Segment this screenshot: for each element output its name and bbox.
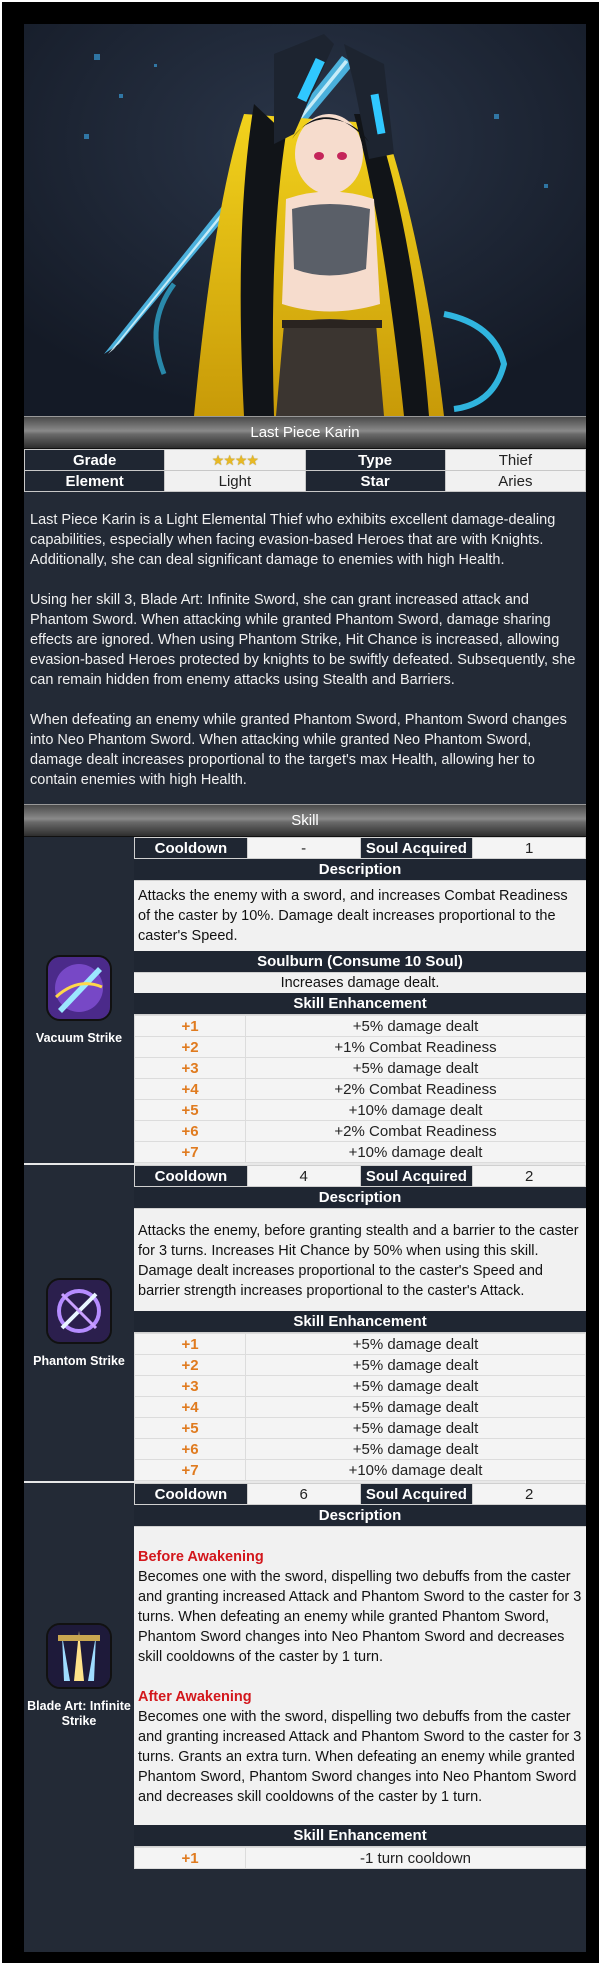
enhancement-row — [135, 1418, 586, 1439]
skill-enhancement-header: Skill Enhancement — [134, 1825, 586, 1847]
before-awakening-text: Becomes one with the sword, dispelling two debuffs from the caster and granting increased Attack and Phantom Sword to the caster for 3 turns. When defeating an enemy while granted Phantom Sword, Phantom Sword changes into Neo Phantom Sword and decreases skill cooldowns of the caster by 1 turn. — [138, 1569, 582, 1665]
soul-acquired-label: Soul Acquired — [360, 1484, 473, 1505]
skill-description — [134, 1527, 586, 1825]
skill-enhancement-header: Skill Enhancement — [134, 1311, 586, 1333]
skill-enhancement-header: Skill Enhancement — [134, 993, 586, 1015]
enhancement-effect: +5% damage dealt — [246, 1376, 586, 1397]
enhancement-row — [135, 1439, 586, 1460]
cooldown-label: Cooldown — [135, 1484, 248, 1505]
enhancement-level: +4 — [135, 1079, 246, 1100]
enhancement-level: +1 — [135, 1016, 246, 1037]
skill-block-phantom-strike — [24, 1165, 586, 1483]
cooldown-label: Cooldown — [135, 838, 248, 859]
enhancement-row — [135, 1460, 586, 1481]
enhancement-level: +2 — [135, 1037, 246, 1058]
type-label: Type — [305, 450, 445, 471]
phantom-strike-icon — [46, 1278, 112, 1344]
hero-portrait — [24, 24, 586, 416]
enhancement-table — [134, 1015, 586, 1163]
soul-acquired-label: Soul Acquired — [360, 838, 473, 859]
blade-art-icon — [46, 1623, 112, 1689]
enhancement-effect: +1% Combat Readiness — [246, 1037, 586, 1058]
soul-acquired-value: 1 — [473, 838, 586, 859]
enhancement-row — [135, 1334, 586, 1355]
enhancement-level: +3 — [135, 1058, 246, 1079]
enhancement-row — [135, 1848, 586, 1869]
skill-name: Blade Art: Infinite Strike — [27, 1699, 131, 1728]
cooldown-value: 6 — [247, 1484, 360, 1505]
skill-meta-table — [134, 1483, 586, 1505]
enhancement-effect: +5% damage dealt — [246, 1058, 586, 1079]
enhancement-row — [135, 1016, 586, 1037]
enhancement-row — [135, 1100, 586, 1121]
enhancement-effect: +10% damage dealt — [246, 1460, 586, 1481]
cooldown-value: - — [247, 838, 360, 859]
enhancement-level: +4 — [135, 1397, 246, 1418]
skill-identity — [24, 1165, 134, 1481]
type-value: Thief — [445, 450, 585, 471]
enhancement-level: +3 — [135, 1376, 246, 1397]
hero-introduction — [24, 492, 586, 804]
enhancement-table — [134, 1333, 586, 1481]
skill-identity — [24, 837, 134, 1163]
star-rating-icon: ★★★★ — [211, 451, 258, 468]
enhancement-effect: +10% damage dealt — [246, 1100, 586, 1121]
enhancement-level: +7 — [135, 1460, 246, 1481]
skill-name: Vacuum Strike — [35, 1030, 123, 1045]
enhancement-effect: +2% Combat Readiness — [246, 1079, 586, 1100]
hero-info-table — [24, 449, 586, 492]
enhancement-table — [134, 1847, 586, 1869]
outer-frame — [2, 2, 599, 1963]
grade-stars — [165, 450, 305, 471]
element-label: Element — [25, 471, 165, 492]
enhancement-row — [135, 1037, 586, 1058]
soul-acquired-label: Soul Acquired — [360, 1166, 473, 1187]
soul-acquired-value: 2 — [473, 1166, 586, 1187]
enhancement-level: +5 — [135, 1418, 246, 1439]
soulburn-description: Increases damage dealt. — [134, 973, 586, 993]
enhancement-row — [135, 1376, 586, 1397]
enhancement-level: +6 — [135, 1121, 246, 1142]
skill-meta-table — [134, 1165, 586, 1187]
hero-card — [24, 24, 586, 1952]
enhancement-row — [135, 1079, 586, 1100]
star-value: Aries — [445, 471, 585, 492]
hero-name-header: Last Piece Karin — [24, 416, 586, 449]
after-awakening-text: Becomes one with the sword, dispelling two debuffs from the caster and granting increased Attack and Phantom Sword to the caster for 3 turns. Grants an extra turn. When defeating an enemy while granted Phantom Sword, Phantom Sword changes into Neo Phantom Sword and decreases skill cooldowns of the caster by 1 turn. — [138, 1709, 582, 1805]
soulburn-header: Soulburn (Consume 10 Soul) — [134, 951, 586, 973]
before-awakening-heading: Before Awakening — [138, 1549, 264, 1565]
enhancement-row — [135, 1142, 586, 1163]
enhancement-effect: +5% damage dealt — [246, 1418, 586, 1439]
skill-details — [134, 1165, 586, 1481]
skill-name: Phantom Strike — [33, 1353, 125, 1368]
enhancement-effect: +5% damage dealt — [246, 1016, 586, 1037]
enhancement-level: +1 — [135, 1848, 246, 1869]
skill-identity — [24, 1483, 134, 1869]
skill-details — [134, 837, 586, 1163]
enhancement-effect: -1 turn cooldown — [246, 1848, 586, 1869]
enhancement-effect: +2% Combat Readiness — [246, 1121, 586, 1142]
enhancement-effect: +10% damage dealt — [246, 1142, 586, 1163]
skill-section-header: Skill — [24, 804, 586, 837]
description-header: Description — [134, 859, 586, 881]
soul-acquired-value: 2 — [473, 1484, 586, 1505]
skill-description: Attacks the enemy with a sword, and increases Combat Readiness of the caster by 10%. Damage dealt increases proportional to the caster's Speed. — [134, 881, 586, 951]
enhancement-level: +2 — [135, 1355, 246, 1376]
skill-block-vacuum-strike — [24, 837, 586, 1165]
hero-illustration — [24, 24, 586, 416]
skill-meta-table — [134, 837, 586, 859]
skill-block-blade-art — [24, 1483, 586, 1869]
enhancement-effect: +5% damage dealt — [246, 1355, 586, 1376]
enhancement-row — [135, 1058, 586, 1079]
enhancement-row — [135, 1397, 586, 1418]
intro-paragraph: Last Piece Karin is a Light Elemental Thief who exhibits excellent damage-dealing capabilities, especially when facing evasion-based Heroes that are with Knights. Additionally, she can deal significant damage to enemies with high Health. — [30, 512, 556, 568]
description-header: Description — [134, 1505, 586, 1527]
enhancement-effect: +5% damage dealt — [246, 1334, 586, 1355]
enhancement-effect: +5% damage dealt — [246, 1439, 586, 1460]
after-awakening-heading: After Awakening — [138, 1689, 252, 1705]
skill-description: Attacks the enemy, before granting stealth and a barrier to the caster for 3 turns. Increases Hit Chance by 50% when using this skill. Damage dealt increases proportional to the caster's Speed and barrier strength increases proportional to the caster's Attack. — [134, 1209, 586, 1311]
description-header: Description — [134, 1187, 586, 1209]
enhancement-row — [135, 1355, 586, 1376]
intro-paragraph: When defeating an enemy while granted Phantom Sword, Phantom Sword changes into Neo Phantom Sword. When attacking while granted Neo Phantom Sword, damage dealt increases proportional to the target's max Health, allowing her to contain enemies with high Health. — [30, 712, 567, 788]
skill-details — [134, 1483, 586, 1869]
enhancement-row — [135, 1121, 586, 1142]
grade-label: Grade — [25, 450, 165, 471]
enhancement-level: +5 — [135, 1100, 246, 1121]
enhancement-effect: +5% damage dealt — [246, 1397, 586, 1418]
cooldown-label: Cooldown — [135, 1166, 248, 1187]
enhancement-level: +1 — [135, 1334, 246, 1355]
cooldown-value: 4 — [247, 1166, 360, 1187]
element-value: Light — [165, 471, 305, 492]
star-label: Star — [305, 471, 445, 492]
enhancement-level: +7 — [135, 1142, 246, 1163]
intro-paragraph: Using her skill 3, Blade Art: Infinite Sword, she can grant increased attack and Phantom Sword. When attacking while granted Phantom Sword, damage sharing effects are ignored. When using Phantom Strike, Hit Chance is increased, allowing evasion-based Heroes protected by knights to be swiftly defeated. Subsequently, she can remain hidden from enemy attacks using Stealth and Barriers. — [30, 592, 576, 688]
vacuum-strike-icon — [46, 955, 112, 1021]
enhancement-level: +6 — [135, 1439, 246, 1460]
